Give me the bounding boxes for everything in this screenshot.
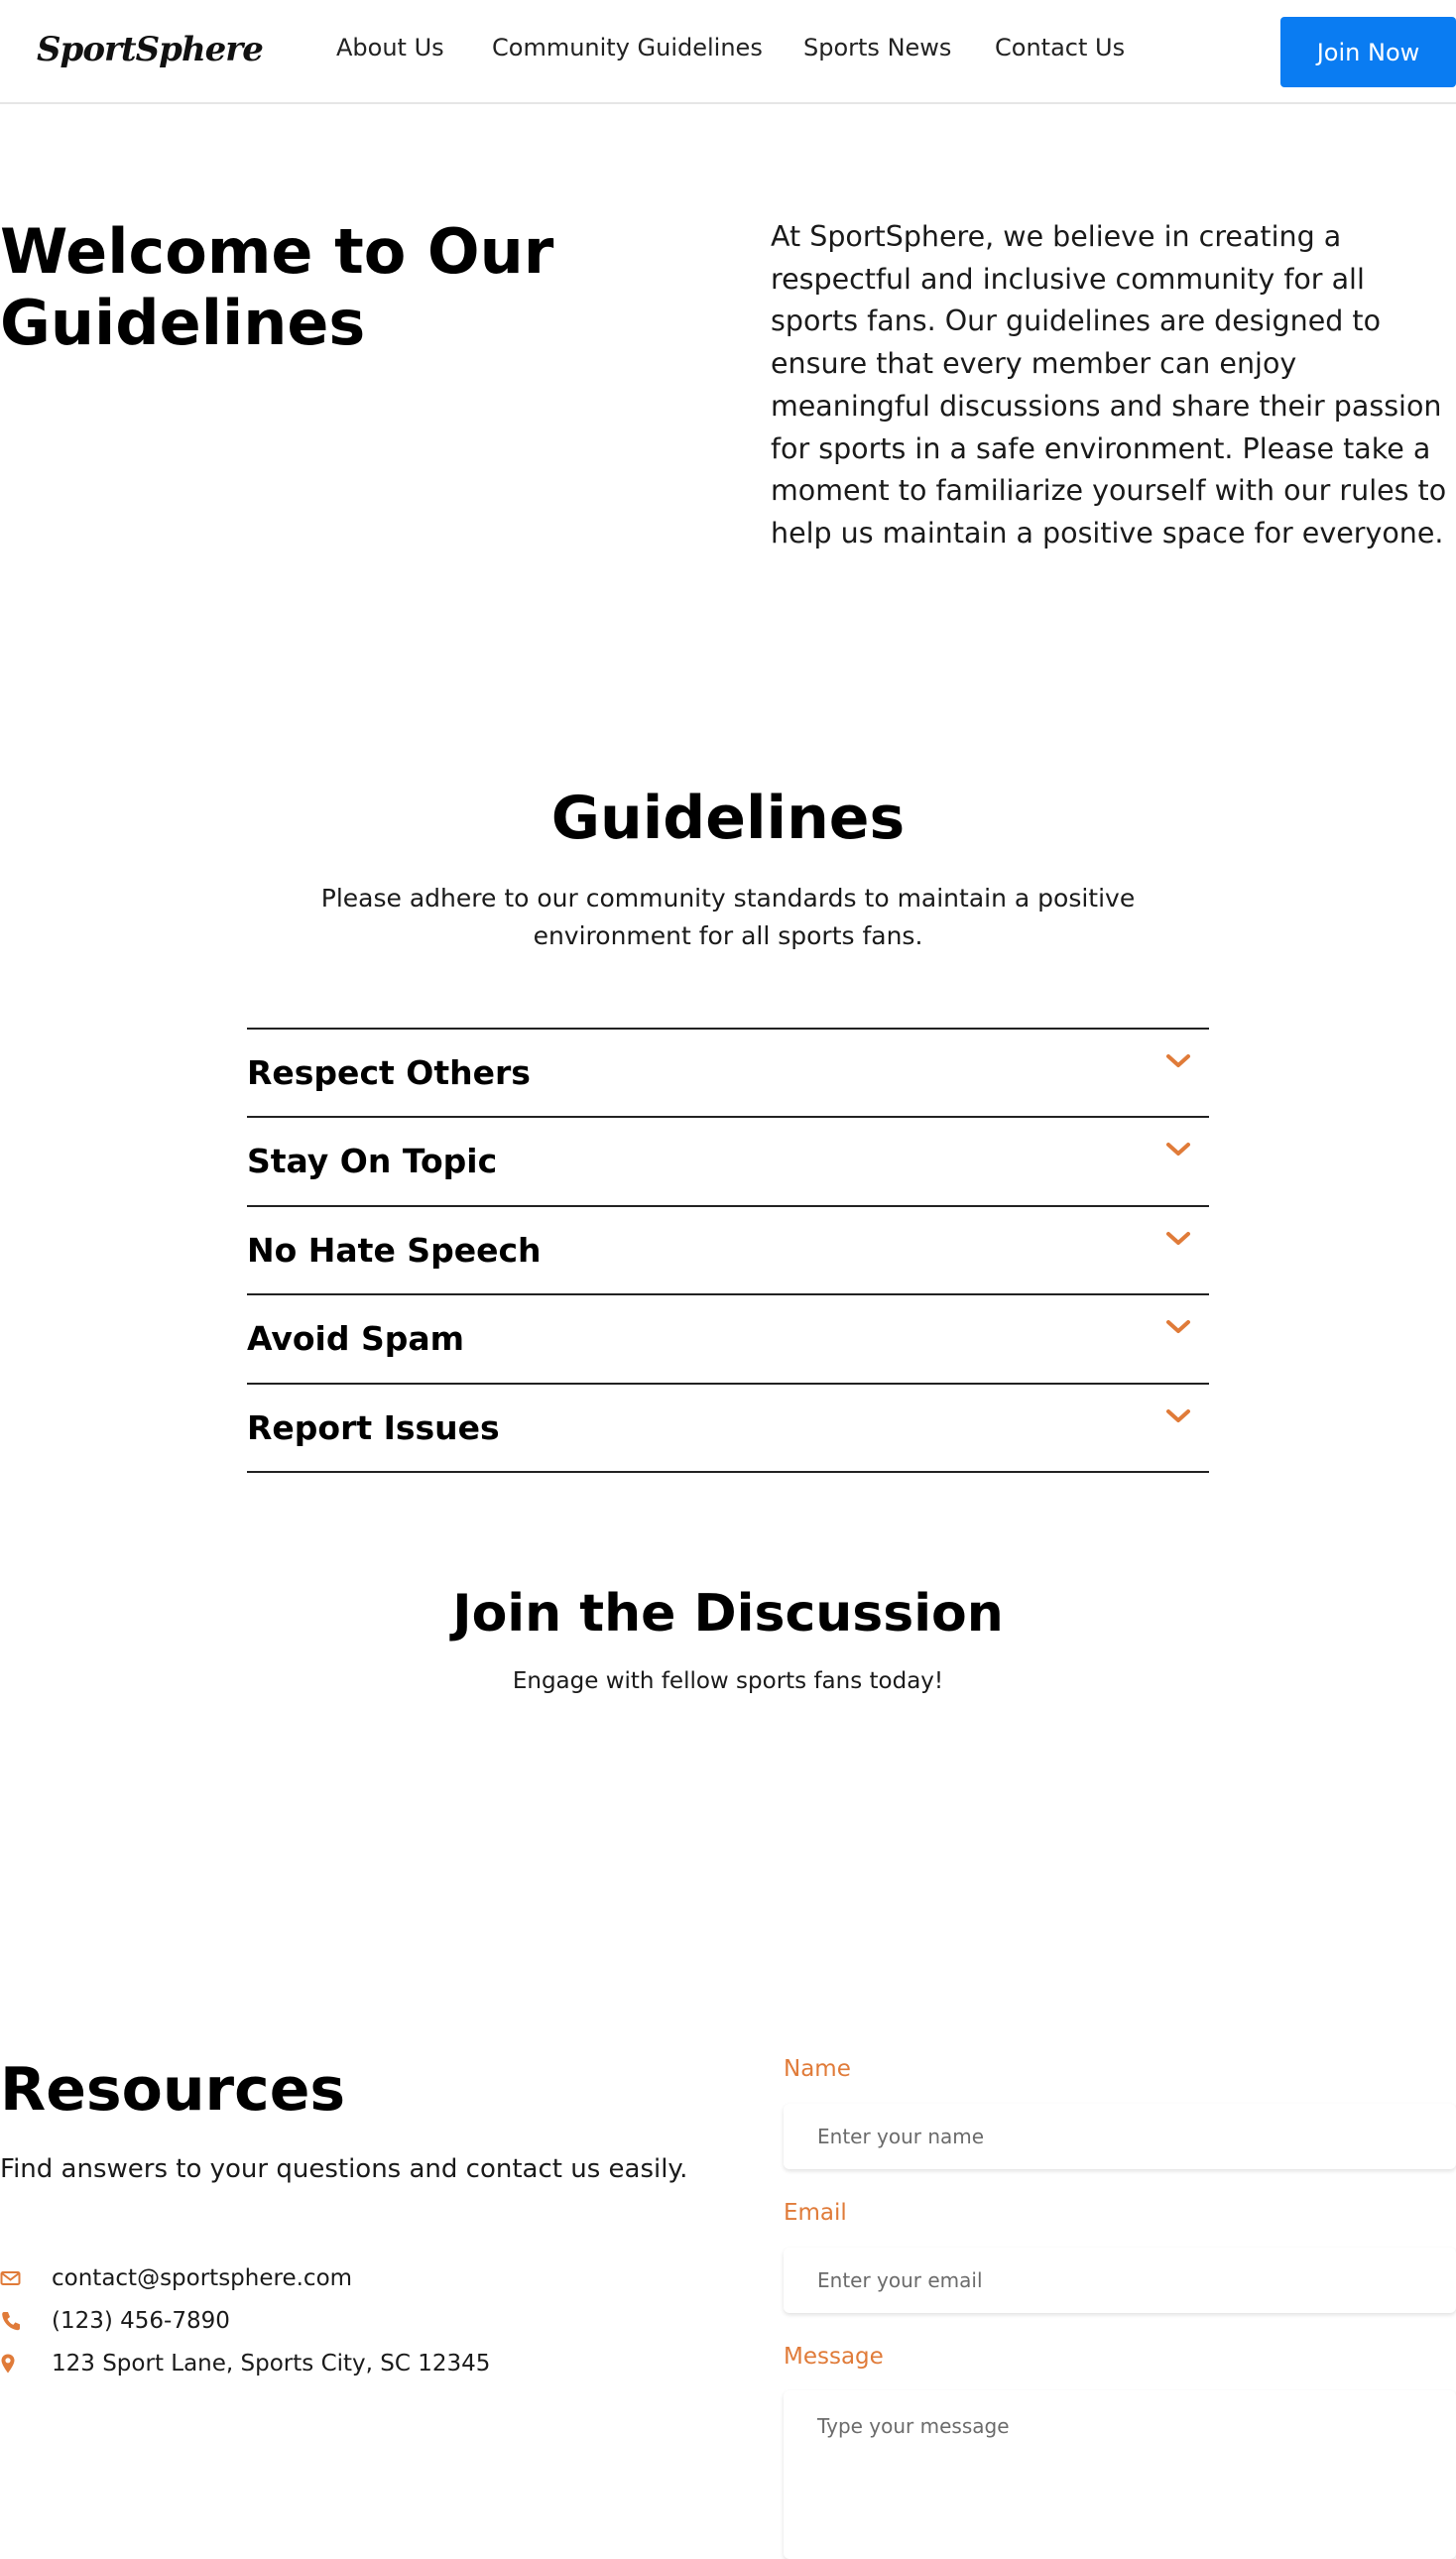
logo[interactable]: SportSphere — [37, 30, 263, 69]
accordion-item-label: Report Issues — [247, 1407, 500, 1447]
hero-title: Welcome to Our Guidelines — [0, 215, 554, 359]
guidelines-title: Guidelines — [550, 784, 906, 853]
hero-description: At SportSphere, we believe in creating a respectful and inclusive community for all sports fans. Our guidelines are designed to ensure that every member can enjoy meaningful discussions and share their passion for sports in a safe environment. Please take a moment to familiarize yourself with our rules to help us maintain a positive space for everyone. — [771, 220, 1447, 549]
resources-title: Resources — [0, 2055, 346, 2125]
guidelines-accordion — [247, 1028, 1209, 1473]
resources-subtitle: Find answers to your questions and contact us easily. — [0, 2154, 688, 2184]
accordion-item-report-issues[interactable] — [247, 1385, 1209, 1473]
accordion-item-label: No Hate Speech — [247, 1230, 542, 1270]
chevron-down-icon[interactable] — [1165, 1317, 1191, 1337]
guidelines-subtitle: Please adhere to our community standards to maintain a positive environment for all sports fans. — [320, 884, 1136, 950]
nav-sports-news[interactable]: Sports News — [803, 34, 952, 61]
nav-contact-us[interactable]: Contact Us — [995, 34, 1126, 61]
nav-about-us[interactable]: About Us — [336, 34, 444, 61]
site-header — [0, 0, 1456, 104]
chevron-down-icon[interactable] — [1165, 1229, 1191, 1249]
discussion-title: Join the Discussion — [452, 1584, 1004, 1644]
message-textarea[interactable] — [784, 2390, 1456, 2559]
discussion-subtitle: Engage with fellow sports fans today! — [512, 1668, 944, 1694]
chevron-down-icon[interactable] — [1165, 1051, 1191, 1071]
contact-address-text: 123 Sport Lane, Sports City, SC 12345 — [52, 2351, 491, 2376]
email-label: Email — [784, 2200, 847, 2226]
accordion-item-label: Respect Others — [247, 1053, 531, 1092]
email-input[interactable] — [784, 2248, 1456, 2313]
chevron-down-icon[interactable] — [1165, 1140, 1191, 1159]
accordion-item-label: Avoid Spam — [247, 1319, 465, 1359]
contact-phone-text[interactable]: (123) 456-7890 — [52, 2308, 230, 2334]
phone-icon — [0, 2310, 22, 2332]
accordion-item-respect-others[interactable] — [247, 1030, 1209, 1118]
map-pin-icon — [0, 2353, 22, 2375]
nav-community-guidelines[interactable]: Community Guidelines — [492, 34, 763, 61]
accordion-item-no-hate-speech[interactable] — [247, 1207, 1209, 1295]
contact-email-text[interactable]: contact@sportsphere.com — [52, 2265, 353, 2291]
name-label: Name — [784, 2056, 851, 2082]
accordion-item-stay-on-topic[interactable] — [247, 1118, 1209, 1206]
contact-email — [0, 2263, 353, 2293]
contact-address — [0, 2349, 491, 2378]
accordion-item-avoid-spam[interactable] — [247, 1295, 1209, 1384]
name-input[interactable] — [784, 2104, 1456, 2169]
join-now-button[interactable]: Join Now — [1280, 17, 1456, 87]
contact-phone — [0, 2306, 230, 2336]
accordion-item-label: Stay On Topic — [247, 1142, 498, 1181]
envelope-icon — [0, 2267, 22, 2289]
chevron-down-icon[interactable] — [1165, 1406, 1191, 1426]
message-label: Message — [784, 2344, 884, 2370]
